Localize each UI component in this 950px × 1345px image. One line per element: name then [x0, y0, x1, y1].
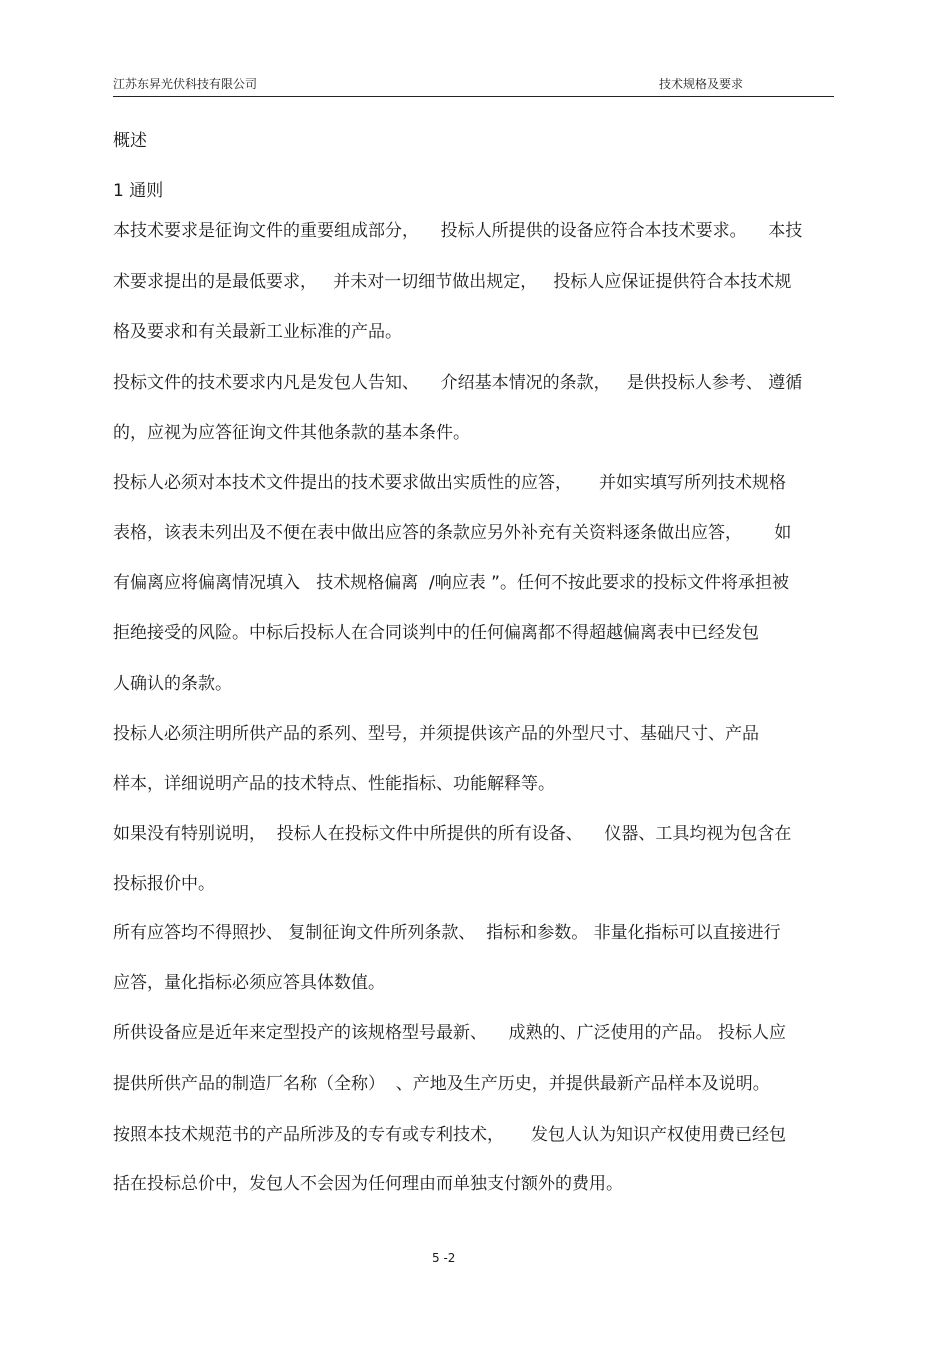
body-line: 有偏离应将偏离情况填入 技术规格偏离 /响应表 ”。任何不按此要求的投标文件将承担被 [113, 573, 789, 593]
body-line: 人确认的条款。 [113, 674, 232, 694]
body-line: 投标人必须注明所供产品的系列、型号，并须提供该产品的外型尺寸、基础尺寸、产品 [113, 724, 759, 744]
company-name: 江苏东昇光伏科技有限公司 [113, 77, 258, 91]
body-line: 样本，详细说明产品的技术特点、性能指标、功能解释等。 [113, 774, 555, 794]
body-line: 提供所供产品的制造厂名称（全称） 、产地及生产历史，并提供最新产品样本及说明。 [113, 1074, 770, 1094]
header-divider [113, 96, 834, 97]
body-line: 所有应答均不得照抄、 复制征询文件所列条款、 指标和参数。 非量化指标可以直接进行 [113, 923, 781, 943]
body-line: 括在投标总价中，发包人不会因为任何理由而单独支付额外的费用。 [113, 1174, 623, 1194]
body-line: 所供设备应是近年来定型投产的该规格型号最新、 成熟的、广泛使用的产品。 投标人应 [113, 1023, 787, 1043]
body-line: 本技术要求是征询文件的重要组成部分， 投标人所提供的设备应符合本技术要求。 本技 [113, 221, 803, 241]
body-line: 投标文件的技术要求内凡是发包人告知、 介绍基本情况的条款， 是供投标人参考、 遵循 [113, 373, 803, 393]
page-number: 5 -2 [432, 1251, 456, 1265]
body-line: 术要求提出的是最低要求， 并未对一切细节做出规定， 投标人应保证提供符合本技术规 [113, 272, 792, 292]
body-line: 格及要求和有关最新工业标准的产品。 [113, 322, 402, 342]
body-line: 如果没有特别说明， 投标人在投标文件中所提供的所有设备、 仪器、工具均视为包含在 [113, 824, 792, 844]
body-line: 投标人必须对本技术文件提出的技术要求做出实质性的应答， 并如实填写所列技术规格 [113, 473, 787, 493]
body-line: 应答，量化指标必须应答具体数值。 [113, 973, 385, 993]
body-line: 拒绝接受的风险。中标后投标人在合同谈判中的任何偏离都不得超越偏离表中已经发包 [113, 623, 759, 643]
page-header [113, 75, 834, 97]
body-line: 投标报价中。 [113, 874, 215, 894]
section-title: 技术规格及要求 [659, 77, 744, 91]
heading-overview: 概述 [113, 131, 147, 151]
heading-general: 1 通则 [113, 181, 164, 201]
body-line: 的，应视为应答征询文件其他条款的基本条件。 [113, 423, 470, 443]
body-line: 表格，该表未列出及不便在表中做出应答的条款应另外补充有关资料逐条做出应答， 如 [113, 523, 792, 543]
body-line: 按照本技术规范书的产品所涉及的专有或专利技术， 发包人认为知识产权使用费已经包 [113, 1125, 787, 1145]
